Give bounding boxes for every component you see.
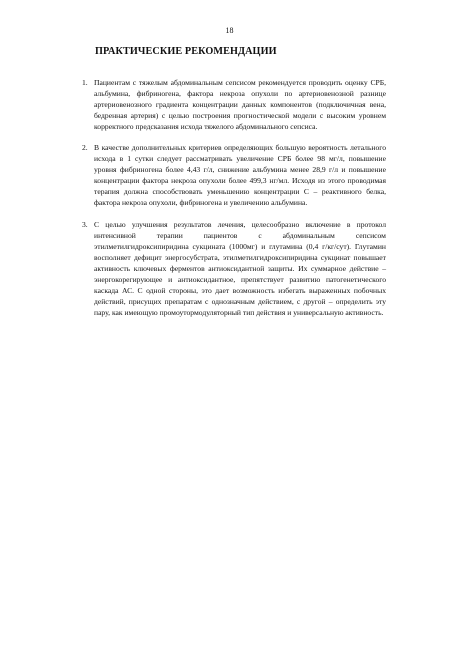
recommendation-text: В качестве дополнительных критериев определяющих большую вероятность летального исхода в 1 сутки следует рассматривать увеличение СРБ более 98 мг/л, повышение уровня фибриногена более 4,43 г/л, снижение альбумина менее 28,9 г/л и повышение концентрации фактора некроза опухоли более 499,3 нг/мл. Исходя из этого проводимая терапия должна способствовать уменьшению концентрации С – реактивного белка, фактора некроза опухоли, фибриногена и увеличению альбумина. <box>94 143 386 208</box>
recommendation-text: С целью улучшения результатов лечения, целесообразно включение в протокол интенсивной терапии пациентов с абдоминальным сепсисом этилметилгидроксипиридина сукцината (1000мг) и глутамина (0,4 г/кг/сут). Глутамин восполняет дефицит энергосубстрата, этилметилгидроксипиридина сукцинат повышает активность ключевых ферментов антиоксидантной защиты. Их суммарное действие – энергокорегирующее и антиоксидантное, препятствует развитию патогенетического каскада АС. С одной стороны, это дает возможность избегать выраженных побочных действий, присущих препаратам с однозначным действием, с другой – определить эту пару, как имеющую промоутормодуляторный тип действия и универсальную активность. <box>94 219 386 317</box>
recommendations-list <box>82 77 386 328</box>
recommendation-number: 1. <box>82 78 88 87</box>
recommendation-number: 3. <box>82 219 88 229</box>
recommendation-number: 2. <box>82 143 88 153</box>
recommendation-item <box>82 142 386 208</box>
recommendation-text: Пациентам с тяжелым абдоминальным сепсисом рекомендуется проводить оценку СРБ, альбумина, фибриногена, фактора некроза опухоли по артериовенозной разнице артериовенозного градиента концентрации данных компонентов (подключичная вена, бедренная артерия) с целью построения прогностической модели с высоким уровнем корректного предсказания исхода тяжелого абдоминального сепсиса. <box>94 78 386 132</box>
recommendation-item <box>82 77 386 132</box>
recommendation-item <box>82 219 386 318</box>
section-heading: ПРАКТИЧЕСКИЕ РЕКОМЕНДАЦИИ <box>95 46 277 57</box>
page-number: 18 <box>225 26 234 35</box>
